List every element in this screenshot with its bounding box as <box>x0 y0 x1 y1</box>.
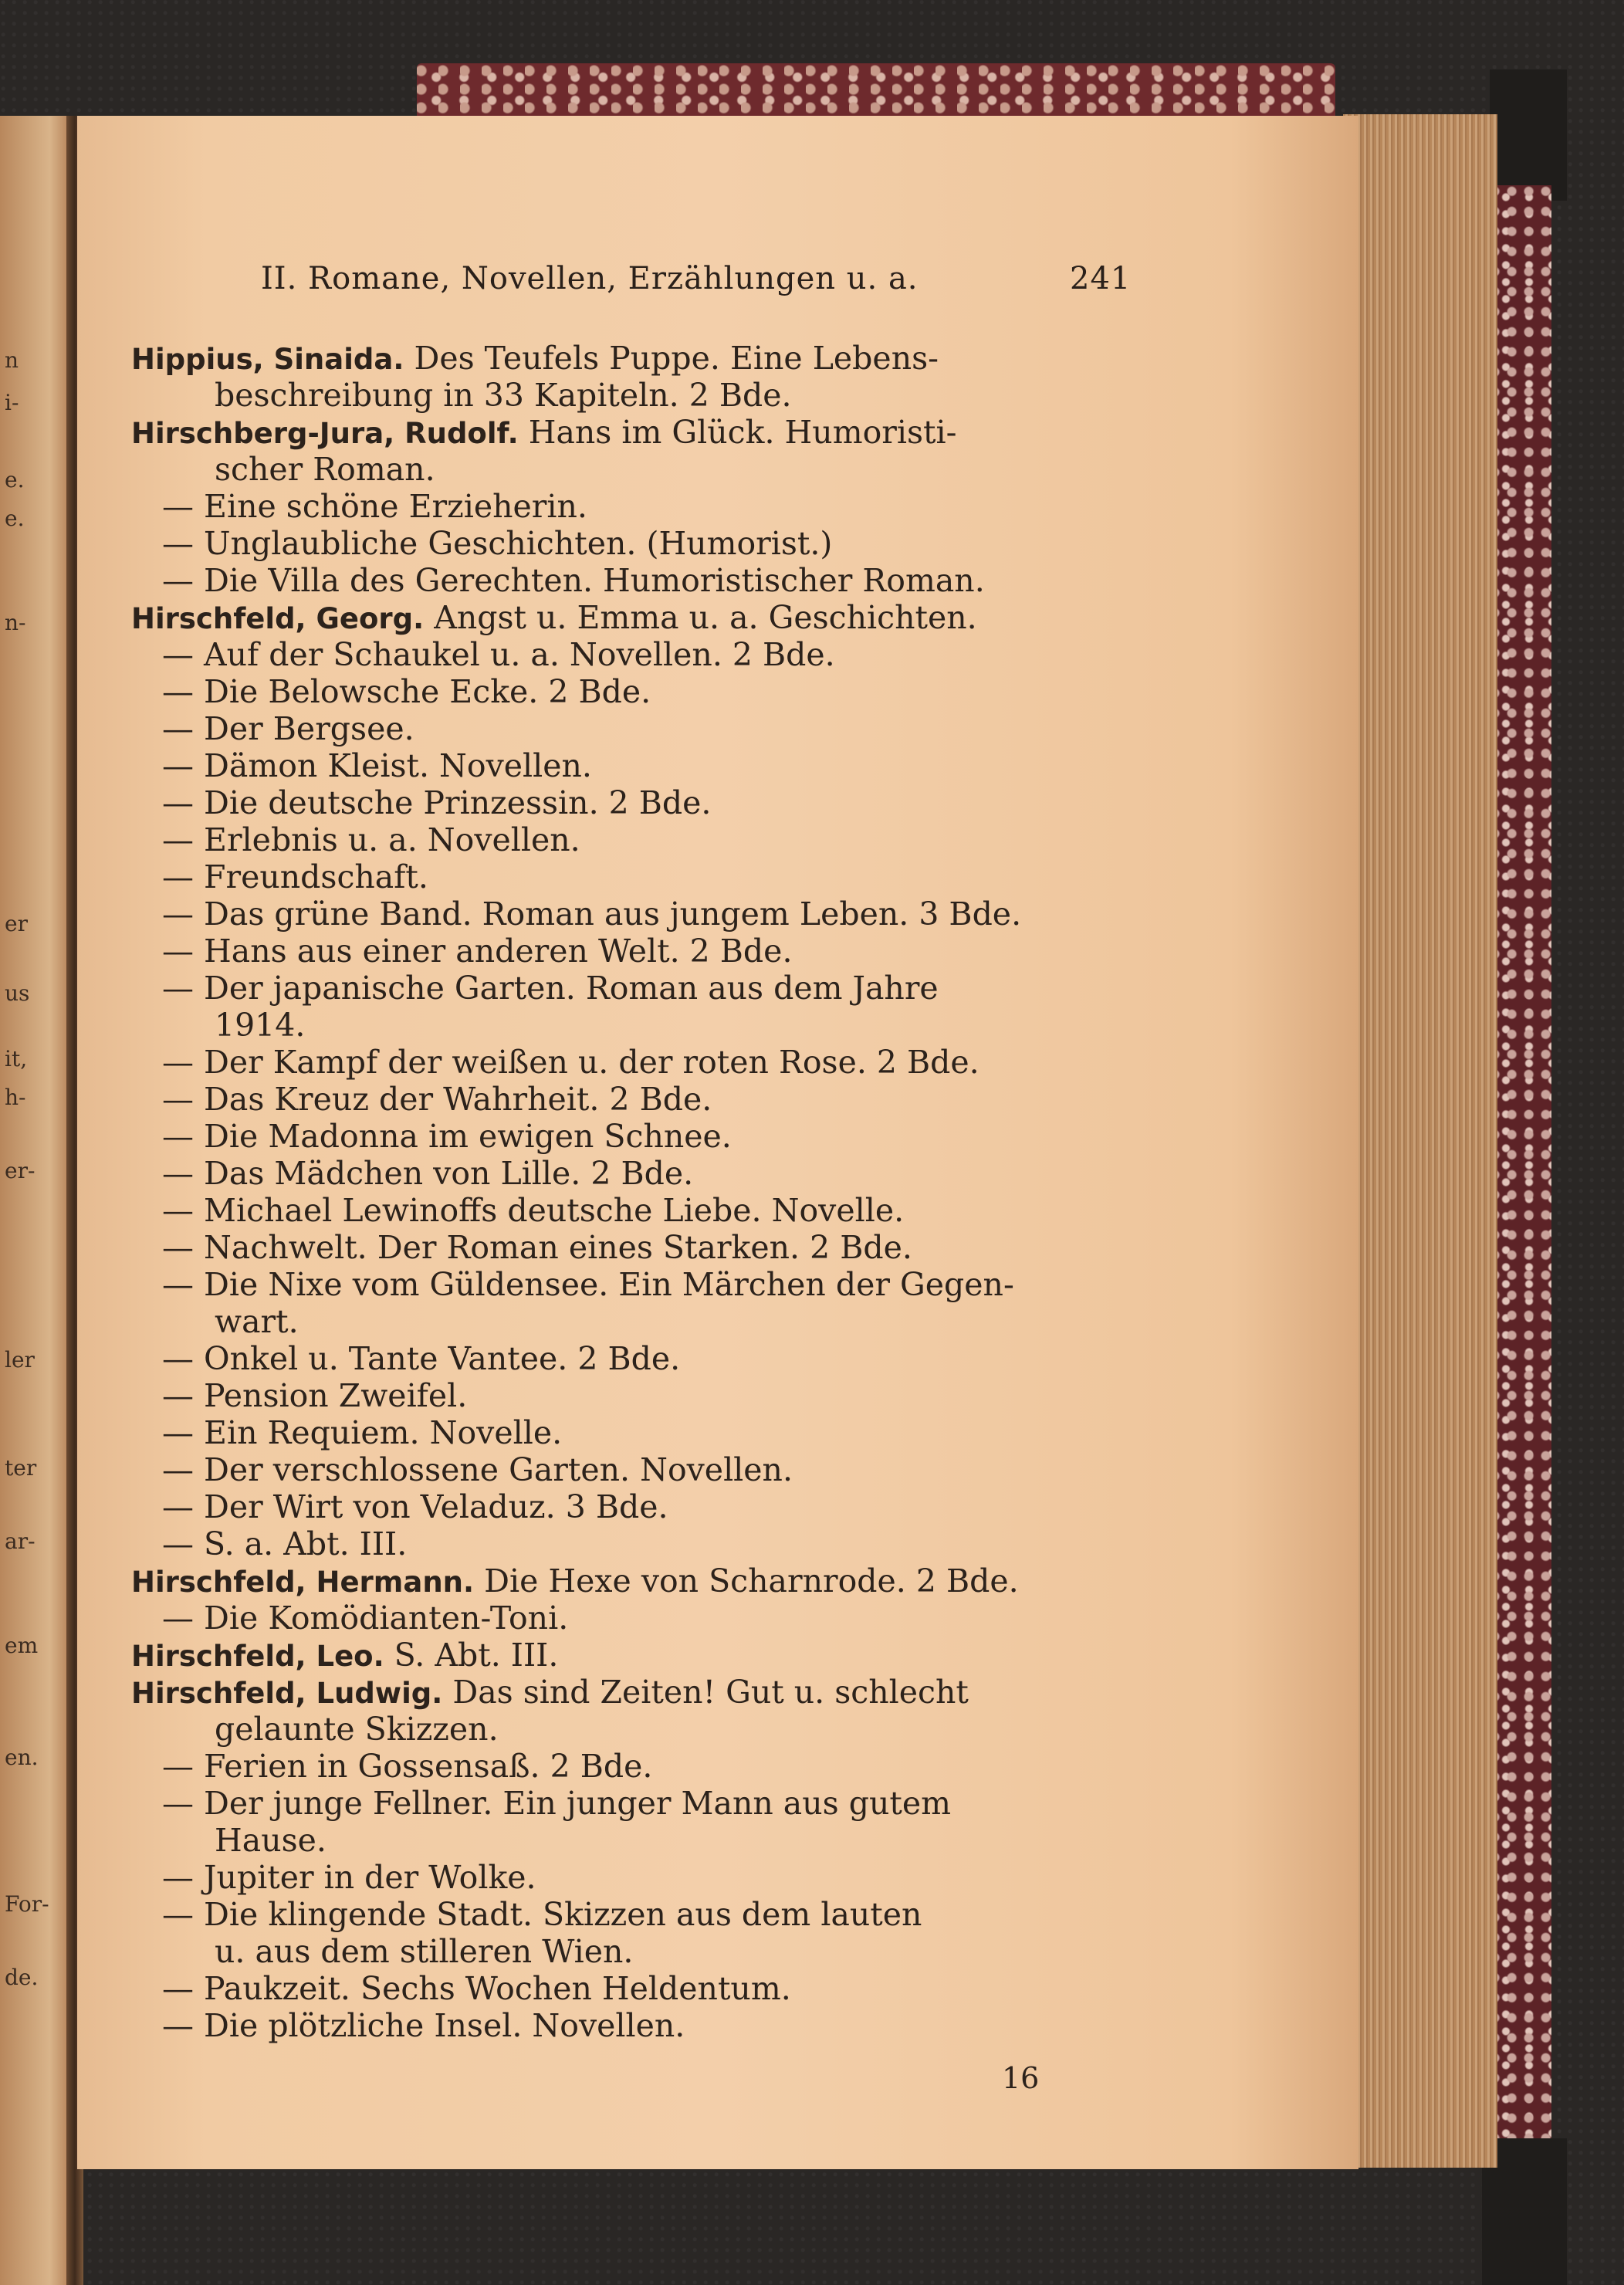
author-name: Hirschfeld, Georg. <box>131 602 425 635</box>
entry-text: beschreibung in 33 Kapiteln. 2 Bde. <box>215 377 792 414</box>
entry-line <box>131 1711 1127 1748</box>
page-number: 241 <box>1070 261 1132 296</box>
entry-text: — Freundschaft. <box>162 858 428 895</box>
entry-line <box>131 1896 1127 1933</box>
entry-text: Angst u. Emma u. a. Geschichten. <box>424 599 977 636</box>
entry-line <box>131 1859 1127 1896</box>
entry-text: — Dämon Kleist. Novellen. <box>162 747 592 784</box>
marbled-edge-top <box>417 63 1335 117</box>
author-name: Hippius, Sinaida. <box>131 343 404 376</box>
entry-line <box>131 1192 1127 1229</box>
entry-text: u. aus dem stilleren Wien. <box>215 1933 634 1970</box>
entry-text: — Jupiter in der Wolke. <box>162 1859 536 1896</box>
entry-text: — Nachwelt. Der Roman eines Starken. 2 Bde. <box>162 1229 912 1266</box>
entry-line <box>131 525 1127 562</box>
entry-text: — Der junge Fellner. Ein junger Mann aus gutem <box>162 1785 951 1822</box>
entry-text: — Die plötzliche Insel. Novellen. <box>162 2007 685 2044</box>
entry-text: Die Hexe von Scharnrode. 2 Bde. <box>474 1562 1019 1600</box>
entry-text: — Erlebnis u. a. Novellen. <box>162 821 580 858</box>
entry-line <box>131 933 1127 970</box>
bibliography-list <box>131 340 1127 2044</box>
entry-line <box>131 970 1127 1007</box>
entry-text: — Das Kreuz der Wahrheit. 2 Bde. <box>162 1081 712 1118</box>
left-page-edge <box>0 116 71 2285</box>
entry-line <box>131 1377 1127 1414</box>
entry-text: — Hans aus einer anderen Welt. 2 Bde. <box>162 933 793 970</box>
entry-line <box>131 1303 1127 1340</box>
entry-line <box>131 2007 1127 2044</box>
entry-line <box>131 414 1127 451</box>
entry-line <box>131 1451 1127 1488</box>
entry-text: — Die Komödianten-Toni. <box>162 1600 569 1637</box>
entry-text: Hans im Glück. Humoristi- <box>518 414 957 451</box>
fragment: e. <box>5 467 25 493</box>
entry-text: — Onkel u. Tante Vantee. 2 Bde. <box>162 1340 681 1377</box>
entry-text: — Die deutsche Prinzessin. 2 Bde. <box>162 784 712 821</box>
entry-text: — Der Kampf der weißen u. der roten Rose. 2 Bde. <box>162 1044 979 1081</box>
entry-line <box>131 673 1127 710</box>
entry-line <box>131 1933 1127 1970</box>
entry-text: — Pension Zweifel. <box>162 1377 468 1414</box>
author-name: Hirschfeld, Ludwig. <box>131 1677 443 1710</box>
entry-line <box>131 1340 1127 1377</box>
fragment: ar- <box>5 1528 36 1554</box>
fragment: e. <box>5 506 25 531</box>
entry-line <box>131 1785 1127 1822</box>
entry-text: — Die Belowsche Ecke. 2 Bde. <box>162 673 651 710</box>
entry-line <box>131 1229 1127 1266</box>
entry-text: — Auf der Schaukel u. a. Novellen. 2 Bde. <box>162 636 835 673</box>
entry-text: — Die Madonna im ewigen Schnee. <box>162 1118 732 1155</box>
entry-line <box>131 747 1127 784</box>
fragment: it, <box>5 1046 28 1071</box>
entry-line <box>131 1414 1127 1451</box>
cover-corner-top <box>1490 69 1567 201</box>
entry-text: 1914. <box>215 1007 306 1044</box>
entry-text: — S. a. Abt. III. <box>162 1525 408 1562</box>
entry-text: — Die Nixe vom Güldensee. Ein Märchen der Gegen- <box>162 1266 1014 1303</box>
entry-text: scher Roman. <box>215 451 435 488</box>
fragment: er- <box>5 1158 36 1183</box>
entry-text: — Michael Lewinoffs deutsche Liebe. Novelle. <box>162 1192 905 1229</box>
entry-line <box>131 784 1127 821</box>
entry-line <box>131 340 1127 377</box>
fragment: de. <box>5 1965 39 1990</box>
entry-text: — Ein Requiem. Novelle. <box>162 1414 563 1451</box>
entry-line <box>131 562 1127 599</box>
entry-text: — Die Villa des Gerechten. Humoristischer Roman. <box>162 562 985 599</box>
entry-line <box>131 1155 1127 1192</box>
entry-line <box>131 895 1127 933</box>
entry-text: — Der japanische Garten. Roman aus dem Jahre <box>162 970 939 1007</box>
entry-text: Des Teufels Puppe. Eine Lebens- <box>404 340 939 377</box>
fragment: em <box>5 1633 39 1658</box>
author-name: Hirschfeld, Leo. <box>131 1640 384 1673</box>
fragment: i- <box>5 390 19 415</box>
entry-text: gelaunte Skizzen. <box>215 1711 499 1748</box>
entry-line <box>131 599 1127 636</box>
entry-text: — Das grüne Band. Roman aus jungem Leben. 3 Bde. <box>162 895 1022 933</box>
entry-line <box>131 1118 1127 1155</box>
entry-text: wart. <box>215 1303 299 1340</box>
fragment: n <box>5 347 19 373</box>
entry-line <box>131 377 1127 414</box>
entry-line <box>131 1044 1127 1081</box>
entry-text: — Eine schöne Erzieherin. <box>162 488 587 525</box>
entry-line <box>131 488 1127 525</box>
entry-text: Hause. <box>215 1822 326 1859</box>
entry-line <box>131 1822 1127 1859</box>
fragment: ter <box>5 1455 37 1481</box>
entry-line <box>131 1081 1127 1118</box>
entry-text: S. Abt. III. <box>384 1637 559 1674</box>
fragment: ler <box>5 1347 35 1373</box>
entry-line <box>131 1600 1127 1637</box>
entry-text: — Die klingende Stadt. Skizzen aus dem lauten <box>162 1896 922 1933</box>
entry-line <box>131 1748 1127 1785</box>
entry-text: Das sind Zeiten! Gut u. schlecht <box>442 1674 969 1711</box>
fragment: en. <box>5 1745 39 1770</box>
entry-text: — Der Wirt von Veladuz. 3 Bde. <box>162 1488 668 1525</box>
entry-line <box>131 858 1127 895</box>
entry-line <box>131 821 1127 858</box>
fragment: us <box>5 980 30 1006</box>
entry-line <box>131 1525 1127 1562</box>
fragment: n- <box>5 610 26 635</box>
entry-line <box>131 1488 1127 1525</box>
fragment: er <box>5 911 28 936</box>
entry-line <box>131 710 1127 747</box>
entry-line <box>131 1562 1127 1600</box>
marbled-edge-side <box>1490 185 1551 2154</box>
entry-line <box>131 1007 1127 1044</box>
page-stack-edge <box>1343 114 1497 2168</box>
entry-text: — Der verschlossene Garten. Novellen. <box>162 1451 793 1488</box>
author-name: Hirschfeld, Hermann. <box>131 1566 475 1599</box>
entry-text: — Paukzeit. Sechs Wochen Heldentum. <box>162 1970 791 2007</box>
fragment: h- <box>5 1085 26 1110</box>
entry-text: — Der Bergsee. <box>162 710 414 747</box>
author-name: Hirschberg-Jura, Rudolf. <box>131 417 519 450</box>
entry-text: — Ferien in Gossensaß. 2 Bde. <box>162 1748 653 1785</box>
entry-line <box>131 1674 1127 1711</box>
entry-line <box>131 1637 1127 1674</box>
entry-text: — Unglaubliche Geschichten. (Humorist.) <box>162 525 833 562</box>
entry-line <box>131 451 1127 488</box>
section-title: II. Romane, Novellen, Erzählungen u. a. <box>261 261 919 296</box>
signature-mark: 16 <box>1002 2061 1040 2095</box>
entry-line <box>131 1266 1127 1303</box>
entry-line <box>131 1970 1127 2007</box>
running-header <box>261 261 1132 296</box>
entry-text: — Das Mädchen von Lille. 2 Bde. <box>162 1155 694 1192</box>
fragment: For- <box>5 1891 49 1917</box>
entry-line <box>131 636 1127 673</box>
